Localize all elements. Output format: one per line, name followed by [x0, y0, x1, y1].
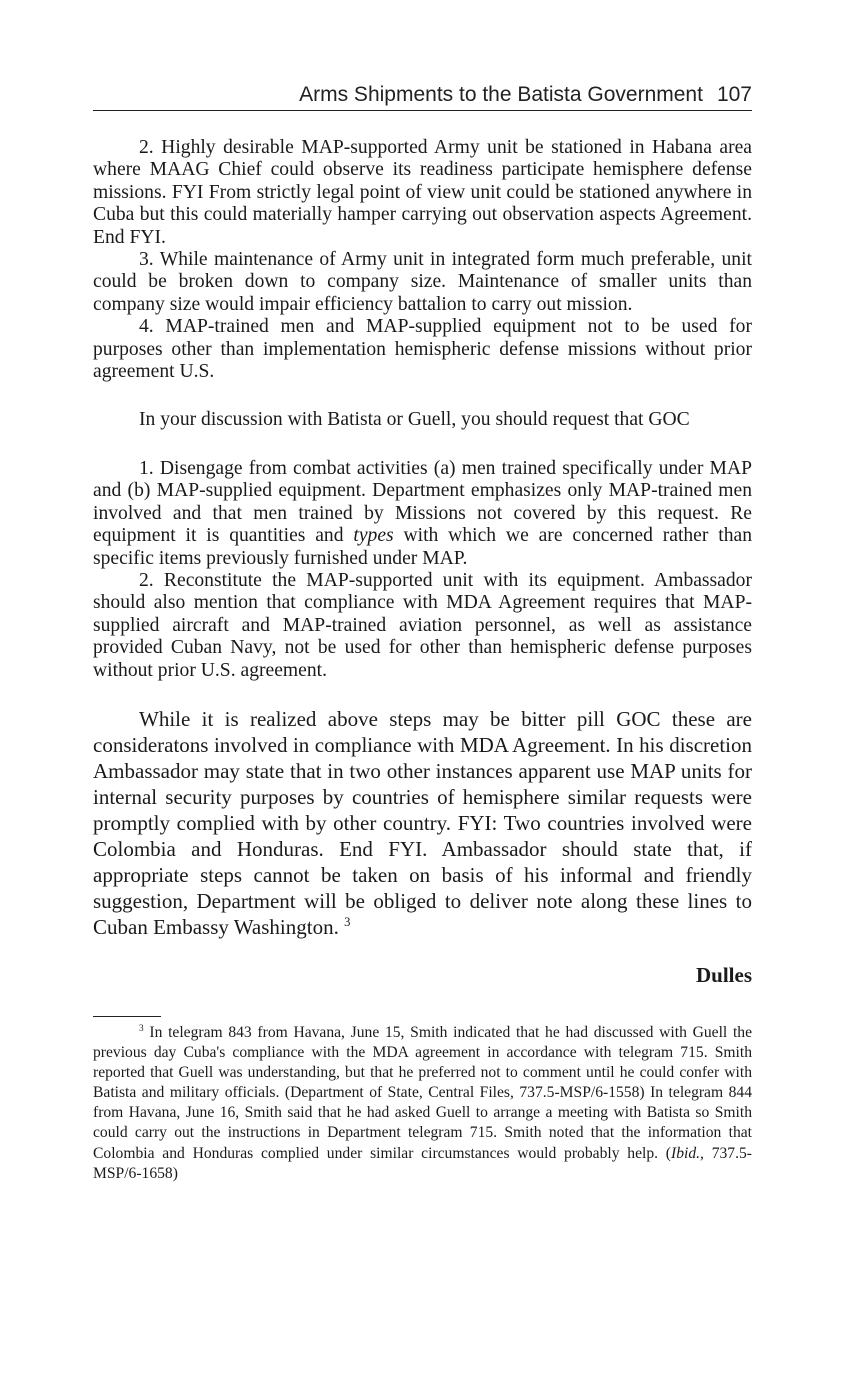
request-1-text-a: 1. Disengage from combat activities (a) men trained specifically under MAP and (b) MAP-supplied equipment. Department emphasizes only MAP-trained men involved and that men trained by Missions not covered by this request. Re equipment it is quantities and	[93, 457, 752, 547]
footnote	[93, 1023, 752, 1184]
point-3: 3. While maintenance of Army unit in integrated form much preferable, unit could be broken down to company size. Maintenance of smaller units than company size would impair efficiency battalion to carry out mission.	[93, 249, 752, 315]
signature: Dulles	[695, 962, 752, 987]
footnote-text: In telegram 843 from Havana, June 15, Smith indicated that he had discussed with Guell the previous day Cuba's compliance with the MDA agreement in accordance with telegram 715. Smith reported that Guell was understanding, but that he preferred not to comment until he could confer with Batista and military officials. (Department of State, Central Files, 737.5-MSP/6-1558) In telegram 844 from Havana, June 16, Smith said that he had asked Guell to arrange a meeting with Batista so Smith could carry out the instructions in Department telegram 715. Smith noted that the information that Colombia and Honduras complied under similar circumstances would probably help. (	[93, 1023, 752, 1162]
point-4: 4. MAP-trained men and MAP-supplied equipment not to be used for purposes other than implementation hemispheric defense missions without prior agreement U.S.	[93, 316, 752, 383]
page-number: 107	[716, 83, 752, 106]
document-page	[93, 80, 752, 1184]
request-points-section	[93, 137, 752, 383]
request-1-emphasis: types	[353, 525, 394, 547]
closing-paragraph	[93, 706, 752, 940]
discussion-intro: In your discussion with Batista or Guell, you should request that GOC	[139, 409, 690, 431]
running-header	[93, 80, 752, 111]
closing-section	[93, 706, 752, 940]
discussion-intro-section	[93, 409, 752, 431]
footnote-reference[interactable]: 3	[344, 914, 351, 929]
footnote-divider	[93, 1016, 161, 1017]
request-1	[93, 458, 752, 570]
goc-requests-section	[93, 458, 752, 682]
footnote-reference-end: 737.5-MSP/6-1658)	[93, 1144, 752, 1182]
request-1-text-b: with which we are concerned rather than specific items previously furnished under MAP.	[93, 525, 752, 569]
point-2: 2. Highly desirable MAP-supported Army unit be stationed in Habana area where MAAG Chief could observe its readiness participate hemisphere defense missions. FYI From strictly legal point of view unit could be stationed anywhere in Cuba but this could materially hamper carrying out observation aspects Agreement. End FYI.	[93, 137, 752, 248]
header-title: Arms Shipments to the Batista Government	[299, 83, 703, 106]
footnote-marker: 3	[139, 1023, 144, 1034]
footnote-ibid: Ibid.,	[671, 1144, 704, 1162]
request-2: 2. Reconstitute the MAP-supported unit with its equipment. Ambassador should also mention that compliance with MDA Agreement requires that MAP-supplied aircraft and MAP-trained aviation personnel, as well as assistance provided Cuban Navy, not be used for other than hemispheric defense purposes without prior U.S. agreement.	[93, 569, 752, 681]
closing-text: While it is realized above steps may be bitter pill GOC these are consideratons involved in compliance with MDA Agreement. In his discretion Ambassador may state that in two other instances apparent use MAP units for internal security purposes by countries of hemisphere similar requests were promptly complied with by other country. FYI: Two countries involved were Colombia and Honduras. End FYI. Ambassador should state that, if appropriate steps cannot be taken on basis of his informal and friendly suggestion, Department will be obliged to deliver note along these lines to Cuban Embassy Washington.	[93, 706, 752, 939]
